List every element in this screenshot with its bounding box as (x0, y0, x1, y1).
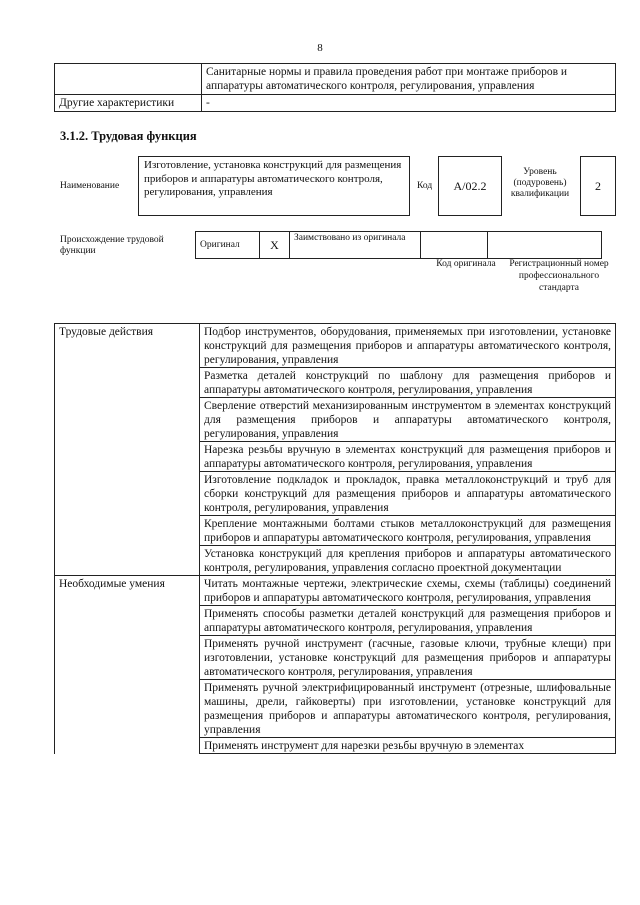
origin-label: Происхождение трудовой функции (60, 235, 164, 256)
borrowed-label: Заимствовано из оригинала (290, 232, 421, 259)
level-label: Уровень (подуровень) квалификации (510, 167, 570, 199)
item-description: Применять инструмент для нарезки резьбы вручную в элементах (200, 738, 616, 754)
category-cell-empty (55, 472, 200, 516)
origin-table (195, 231, 602, 259)
item-description: Изготовление подкладок и прокладок, правка металлоконструкций и труб для сборки конструкций для размещения приборов и аппаратуры автоматического контроля, регулирования, управления (200, 472, 616, 516)
table-row (55, 606, 616, 636)
category-cell-empty (55, 368, 200, 398)
original-label: Оригинал (196, 232, 260, 259)
category-cell-empty (55, 606, 200, 636)
category-cell-empty (55, 546, 200, 576)
name-label: Наименование (60, 181, 120, 191)
category-cell-empty (55, 636, 200, 680)
item-description: Применять ручной электрифицированный инструмент (отрезные, шлифовальные машины, дрели, гайковерты) при изготовлении, установке конструкций для размещения приборов и аппаратуры автоматического контроля, регулирования, управления (200, 680, 616, 738)
item-description: Читать монтажные чертежи, электрические схемы, схемы (таблицы) соединений приборов и аппаратуры автоматического контроля, регулирования, управления (200, 576, 616, 606)
page-number: 8 (317, 42, 323, 54)
item-description: Подбор инструментов, оборудования, применяемых при изготовлении, установке конструкций для размещения приборов и аппаратуры автоматического контроля, регулирования, управления (200, 324, 616, 368)
row-value: Санитарные нормы и правила проведения работ при монтаже приборов и аппаратуры автоматического контроля, регулирования, управления (202, 64, 616, 95)
table-row (55, 576, 616, 606)
table-row (55, 398, 616, 442)
level-value: 2 (580, 156, 616, 216)
function-details-table (54, 323, 616, 754)
table-row (55, 324, 616, 368)
item-description: Применять способы разметки деталей конструкций для размещения приборов и аппаратуры автоматического контроля, регулирования, управления (200, 606, 616, 636)
item-description: Нарезка резьбы вручную в элементах конструкций для размещения приборов и аппаратуры автоматического контроля, регулирования, управления (200, 442, 616, 472)
table-row (55, 368, 616, 398)
category-label: Трудовые действия (55, 324, 200, 368)
original-mark: X (260, 232, 290, 259)
category-cell-empty (55, 398, 200, 442)
table-row (55, 472, 616, 516)
reg-number-label: Регистрационный номер профессионального стандарта (509, 259, 609, 293)
item-description: Установка конструкций для крепления приборов и аппаратуры автоматического контроля, регулирования, управления согласно проектной документации (200, 546, 616, 576)
row-label (55, 64, 202, 95)
table-row (55, 738, 616, 754)
item-description: Крепление монтажными болтами стыков металлоконструкций для размещения приборов и аппаратуры автоматического контроля, регулирования, управления (200, 516, 616, 546)
table-row (55, 442, 616, 472)
table-row (55, 95, 616, 112)
function-name-value: Изготовление, установка конструкций для размещения приборов и аппаратуры автоматического контроля, регулирования, управления (138, 156, 410, 216)
table-row (55, 680, 616, 738)
item-description: Сверление отверстий механизированным инструментом в элементах конструкций для размещения приборов и аппаратуры автоматического контроля, регулирования, управления (200, 398, 616, 442)
table-row (55, 516, 616, 546)
item-description: Разметка деталей конструкций по шаблону для размещения приборов и аппаратуры автоматического контроля, регулирования, управления (200, 368, 616, 398)
category-cell-empty (55, 738, 200, 754)
code-value: A/02.2 (438, 156, 502, 216)
table-row (196, 232, 602, 259)
requirements-continuation-table (54, 63, 616, 112)
table-row (55, 64, 616, 95)
reg-number-cell (488, 232, 602, 259)
code-original-label: Код оригинала (436, 259, 496, 269)
category-cell-empty (55, 442, 200, 472)
section-title: 3.1.2. Трудовая функция (60, 129, 197, 143)
code-label: Код (417, 181, 433, 191)
code-original-cell (421, 232, 488, 259)
table-row (55, 546, 616, 576)
item-description: Применять ручной инструмент (гасчные, газовые ключи, трубные клещи) при изготовлении, установке конструкций для размещения приборов и аппаратуры автоматического контроля, регулирования, управления (200, 636, 616, 680)
table-row (55, 636, 616, 680)
row-label: Другие характеристики (55, 95, 202, 112)
row-value: - (202, 95, 616, 112)
category-cell-empty (55, 516, 200, 546)
category-cell-empty (55, 680, 200, 738)
category-label: Необходимые умения (55, 576, 200, 606)
